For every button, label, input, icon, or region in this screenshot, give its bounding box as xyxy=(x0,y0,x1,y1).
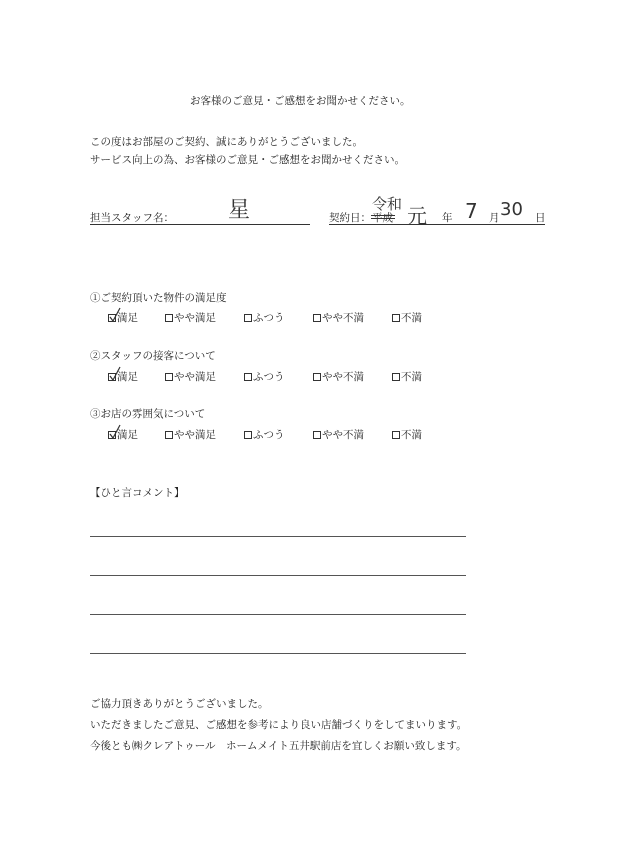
checkmark-icon xyxy=(108,307,122,323)
staff-underline xyxy=(90,224,310,225)
month-label: 月 xyxy=(489,212,500,224)
checkbox-icon[interactable] xyxy=(392,373,400,381)
option-dissatisfied[interactable]: 不満 xyxy=(392,427,422,442)
question-3-label: ③お店の雰囲気について xyxy=(90,408,206,420)
day-handwritten: 30 xyxy=(500,199,523,220)
option-somewhat-satisfied[interactable]: やや満足 xyxy=(165,369,216,384)
era-strikethrough-2 xyxy=(371,218,395,219)
intro-line-1: この度はお部屋のご契約、誠にありがとうございました。 xyxy=(90,136,363,148)
option-somewhat-satisfied[interactable]: やや満足 xyxy=(165,310,216,325)
year-handwritten: 元 xyxy=(407,204,427,228)
comment-heading: 【ひと言コメント】 xyxy=(90,487,185,499)
comment-line-1[interactable] xyxy=(90,536,466,537)
option-somewhat-satisfied[interactable]: やや満足 xyxy=(165,427,216,442)
question-2-label: ②スタッフの接客について xyxy=(90,350,216,362)
staff-name-handwritten: 星 xyxy=(228,198,251,223)
contract-date-label: 契約日： xyxy=(329,212,371,224)
checkbox-icon[interactable] xyxy=(313,431,321,439)
checkbox-icon[interactable] xyxy=(313,314,321,322)
form-title: お客様のご意見・ご感想をお聞かせください。 xyxy=(190,95,411,107)
option-neutral[interactable]: ふつう xyxy=(244,427,285,442)
contract-date-underline xyxy=(329,224,545,225)
checkbox-icon[interactable] xyxy=(165,431,173,439)
checkbox-checked-icon[interactable] xyxy=(108,373,116,381)
option-satisfied[interactable]: 満足 xyxy=(108,369,138,384)
option-satisfied[interactable]: 満足 xyxy=(108,310,138,325)
option-neutral[interactable]: ふつう xyxy=(244,310,285,325)
footer-line-2: いただきましたご意見、ご感想を参考により良い店舗づくりをしてまいります。 xyxy=(90,719,468,731)
checkbox-checked-icon[interactable] xyxy=(108,431,116,439)
option-satisfied[interactable]: 満足 xyxy=(108,427,138,442)
era-printed: 平成 xyxy=(372,212,393,224)
option-somewhat-dissatisfied[interactable]: やや不満 xyxy=(313,310,364,325)
checkbox-icon[interactable] xyxy=(392,314,400,322)
comment-line-3[interactable] xyxy=(90,614,466,615)
era-handwritten: 令和 xyxy=(372,195,403,213)
footer-line-3: 今後とも㈱クレアトゥール ホームメイト五井駅前店を宜しくお願い致します。 xyxy=(90,740,467,752)
option-somewhat-dissatisfied[interactable]: やや不満 xyxy=(313,427,364,442)
checkmark-icon xyxy=(108,366,122,382)
intro-line-2: サービス向上の為、お客様のご意見・ご感想をお聞かせください。 xyxy=(90,154,405,166)
comment-line-4[interactable] xyxy=(90,653,466,654)
checkbox-icon[interactable] xyxy=(392,431,400,439)
checkmark-icon xyxy=(108,424,122,440)
staff-label: 担当スタッフ名： xyxy=(90,212,174,224)
month-handwritten: 7 xyxy=(465,199,478,223)
option-neutral[interactable]: ふつう xyxy=(244,369,285,384)
checkbox-icon[interactable] xyxy=(165,373,173,381)
checkbox-icon[interactable] xyxy=(313,373,321,381)
footer-line-1: ご協力頂きありがとうございました。 xyxy=(90,698,269,710)
year-label: 年 xyxy=(442,212,453,224)
question-1-label: ①ご契約頂いた物件の満足度 xyxy=(90,292,227,304)
checkbox-icon[interactable] xyxy=(244,314,252,322)
checkbox-icon[interactable] xyxy=(165,314,173,322)
option-somewhat-dissatisfied[interactable]: やや不満 xyxy=(313,369,364,384)
day-label: 日 xyxy=(535,212,546,224)
checkbox-checked-icon[interactable] xyxy=(108,314,116,322)
comment-line-2[interactable] xyxy=(90,575,466,576)
option-dissatisfied[interactable]: 不満 xyxy=(392,310,422,325)
era-strikethrough-1 xyxy=(371,215,395,216)
checkbox-icon[interactable] xyxy=(244,431,252,439)
option-dissatisfied[interactable]: 不満 xyxy=(392,369,422,384)
checkbox-icon[interactable] xyxy=(244,373,252,381)
